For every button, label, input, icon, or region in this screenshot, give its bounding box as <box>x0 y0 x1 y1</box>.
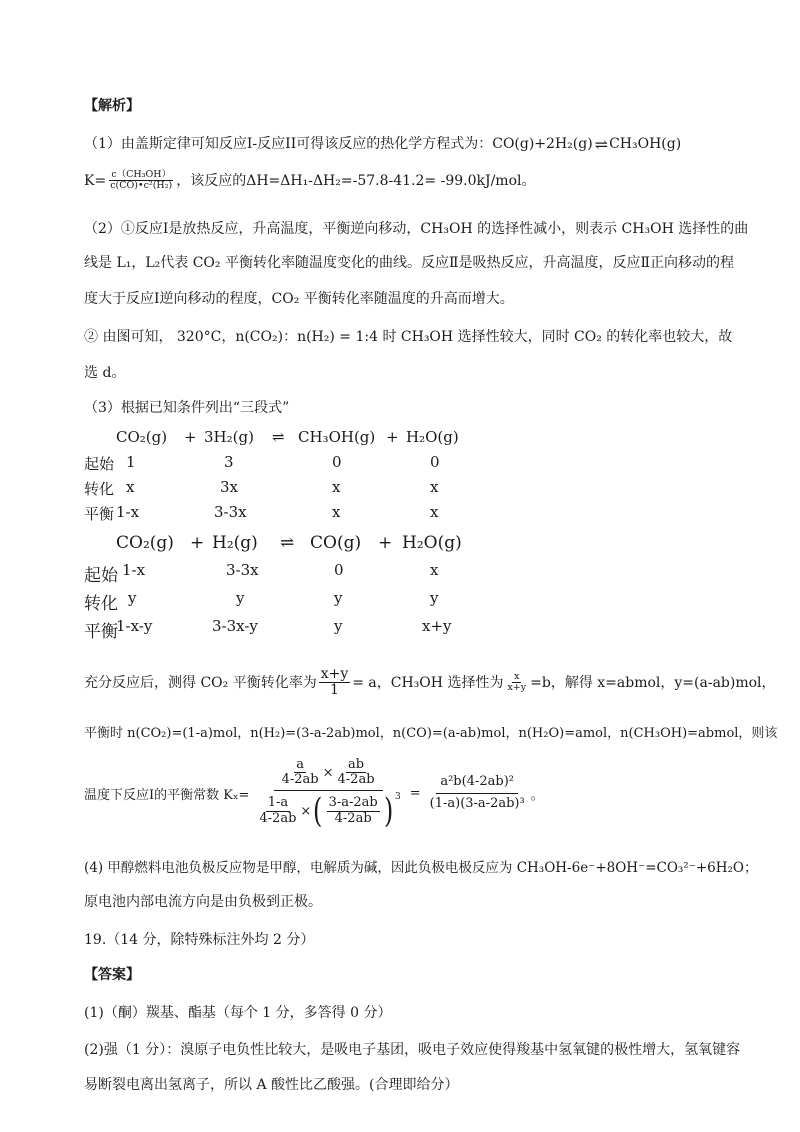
table-cell: x <box>430 478 439 496</box>
table-cell: 0 <box>334 561 344 579</box>
species: H₂(g) <box>212 533 258 553</box>
conv-eq: = a，CH₃OH 选择性为 <box>352 674 504 691</box>
part2-line4: ② 由图可知， 320°C，n(CO₂)：n(H₂) = 1:4 时 CH₃OH 选择性较大，同时 CO₂ 的转化率也较大，故 <box>84 329 733 345</box>
answer-2-line2: 易断裂电离出氢离子，所以 A 酸性比乙酸强。(合理即给分） <box>84 1077 459 1093</box>
table-cell: x+y <box>422 617 452 635</box>
kx-3a2ab: 3-a-2ab <box>328 795 378 811</box>
analysis-heading: 【解析】 <box>84 98 140 114</box>
table-cell: x <box>430 503 439 521</box>
k-suffix: ，该反应的ΔH=ΔH₁-ΔH₂=-57.8-41.2= -99.0kJ/mol。 <box>176 172 536 189</box>
sel-numerator: x <box>514 670 520 682</box>
question-19-header: 19.（14 分，除特殊标注外均 2 分） <box>84 932 315 948</box>
table-cell: x <box>332 503 341 521</box>
kx-den1: 4-2ab <box>334 810 372 826</box>
operator: + <box>386 428 399 446</box>
kx-prefix: 温度下反应I的平衡常数 Kₓ= <box>84 787 250 803</box>
part4-line2: 原电池内部电流方向是由负极到正极。 <box>84 894 322 910</box>
times-sign: × <box>322 765 334 781</box>
species: CO(g) <box>310 533 362 553</box>
table-cell: 3-3x <box>214 503 247 521</box>
table-cell: x <box>430 561 439 579</box>
part2-line5: 选 d。 <box>84 365 126 381</box>
species: CH₃OH(g) <box>298 428 376 446</box>
kx-result-numerator: a²b(4-2ab)² <box>436 775 518 793</box>
operator: + <box>378 533 393 553</box>
row-label: 转化 <box>84 480 115 498</box>
sel-denominator: x+y <box>507 682 527 694</box>
table-cell: 3-3x-y <box>212 617 258 635</box>
kx-main-numerator <box>274 758 383 791</box>
table-cell: 1-x-y <box>116 617 153 635</box>
part1-eq-right: CH₃OH(g) <box>609 136 682 152</box>
species: H₂O(g) <box>402 533 462 553</box>
times-sign: × <box>300 803 312 819</box>
row-label: 转化 <box>84 594 118 614</box>
answer-1: (1)（酮）羰基、酯基（每个 1 分，多答得 0 分） <box>84 1005 392 1021</box>
kx-ab: ab <box>347 757 365 772</box>
conversion-fraction <box>319 667 351 699</box>
kx-den1: 4-2ab <box>337 772 375 788</box>
part2-line1: （2）①反应I是放热反应，升高温度，平衡逆向移动，CH₃OH 的选择性减小，则表示 CH₃OH 选择性的曲 <box>84 221 749 237</box>
k-fraction <box>108 170 174 192</box>
part1-eq-left: CO(g)+2H₂(g) <box>492 136 593 152</box>
table-cell: 0 <box>430 453 440 471</box>
species: CO₂(g) <box>116 533 174 553</box>
answer-heading: 【答案】 <box>84 967 140 983</box>
kx-result-fraction <box>426 775 529 811</box>
part2-line3: 度大于反应Ⅰ逆向移动的程度，CO₂ 平衡转化率随温度的升高而增大。 <box>84 291 514 307</box>
row-label: 起始 <box>84 566 118 586</box>
equals-sign: = <box>409 785 421 801</box>
table-cell: x <box>126 478 135 496</box>
part1-prefix: （1）由盖斯定律可知反应I-反应II可得该反应的热化学方程式为： <box>84 136 493 152</box>
table-cell: 3 <box>224 453 234 471</box>
k-symbol: K= <box>84 172 107 189</box>
kx-end: 。 <box>530 787 544 803</box>
species: CO₂(g) <box>116 428 168 446</box>
kx-cube: 3 <box>395 791 401 802</box>
conv-denominator: 1 <box>330 682 339 699</box>
table-cell: y <box>236 589 245 607</box>
row-label: 起始 <box>84 455 115 473</box>
row-label: 平衡 <box>84 622 118 642</box>
part1-equation-line <box>84 134 681 155</box>
table-cell: y <box>334 617 343 635</box>
species: 3H₂(g) <box>204 428 254 446</box>
k-denominator: c(CO)•c²(H₂) <box>110 180 173 192</box>
table-cell: y <box>334 589 343 607</box>
part1-k-line <box>84 170 536 192</box>
operator: + <box>184 428 197 446</box>
table-cell: 1 <box>126 453 136 471</box>
table-cell: x <box>332 478 341 496</box>
part4-line1: (4) 甲醇燃料电池负极反应物是甲醇，电解质为碱，因此负极电极反应为 CH₃OH-6e⁻+8OH⁻=CO₃²⁻+6H₂O； <box>84 860 758 876</box>
part3-intro: （3）根据已知条件列出“三段式” <box>84 400 290 416</box>
kx-result-denominator: (1-a)(3-a-2ab)³ <box>429 795 525 811</box>
answer-2-line1: (2)强（1 分）：溴原子电负性比较大，是吸电子基团，吸电子效应使得羧基中氢氧键的极性增大，氢氧键容 <box>84 1042 741 1058</box>
selectivity-fraction <box>505 672 528 694</box>
table-cell: 0 <box>332 453 342 471</box>
table-cell: 3x <box>220 478 239 496</box>
conversion-line <box>84 667 776 699</box>
kx-line <box>84 757 544 832</box>
equilibrium-line: 平衡时 n(CO₂)=(1-a)mol，n(H₂)=(3-a-2ab)mol，n(CO)=(a-ab)mol，n(H₂O)=amol，n(CH₃OH)=abmol，则该 <box>84 726 778 741</box>
kx-den1: 4-2ab <box>259 810 297 826</box>
table-cell: 3-3x <box>226 561 259 579</box>
table-cell: y <box>128 589 137 607</box>
kx-main-fraction <box>251 757 404 832</box>
row-label: 平衡 <box>84 505 115 523</box>
species: H₂O(g) <box>406 428 459 446</box>
part2-line2: 线是 L₁，L₂代表 CO₂ 平衡转化率随温度变化的曲线。反应Ⅱ是吸热反应，升高温度，反应Ⅱ正向移动的程 <box>84 255 734 271</box>
conv-prefix: 充分反应后，测得 CO₂ 平衡转化率为 <box>84 674 317 691</box>
operator: + <box>190 533 205 553</box>
kx-1a: 1-a <box>267 795 289 811</box>
kx-a: a <box>296 757 304 772</box>
table-cell: 1-x <box>122 561 146 579</box>
conv-numerator: x+y <box>320 666 349 682</box>
table-cell: y <box>430 589 439 607</box>
equilibrium-arrows-icon: ⇌ <box>272 428 285 446</box>
kx-den1: 4-2ab <box>281 772 319 788</box>
equilibrium-arrows-icon: ⇌ <box>594 135 608 154</box>
equilibrium-arrows-icon: ⇌ <box>280 533 295 553</box>
kx-main-denominator: $\frac{1-a}{4-2ab}$ ×( $\frac{3-a-2ab}{4-2ab}$ ) $^3$ <box>259 791 401 832</box>
k-numerator: c（CH₃OH） <box>111 169 172 180</box>
conv-suffix: =b，解得 x=abmol，y=(a-ab)mol， <box>530 674 776 691</box>
table-cell: 1-x <box>116 503 140 521</box>
